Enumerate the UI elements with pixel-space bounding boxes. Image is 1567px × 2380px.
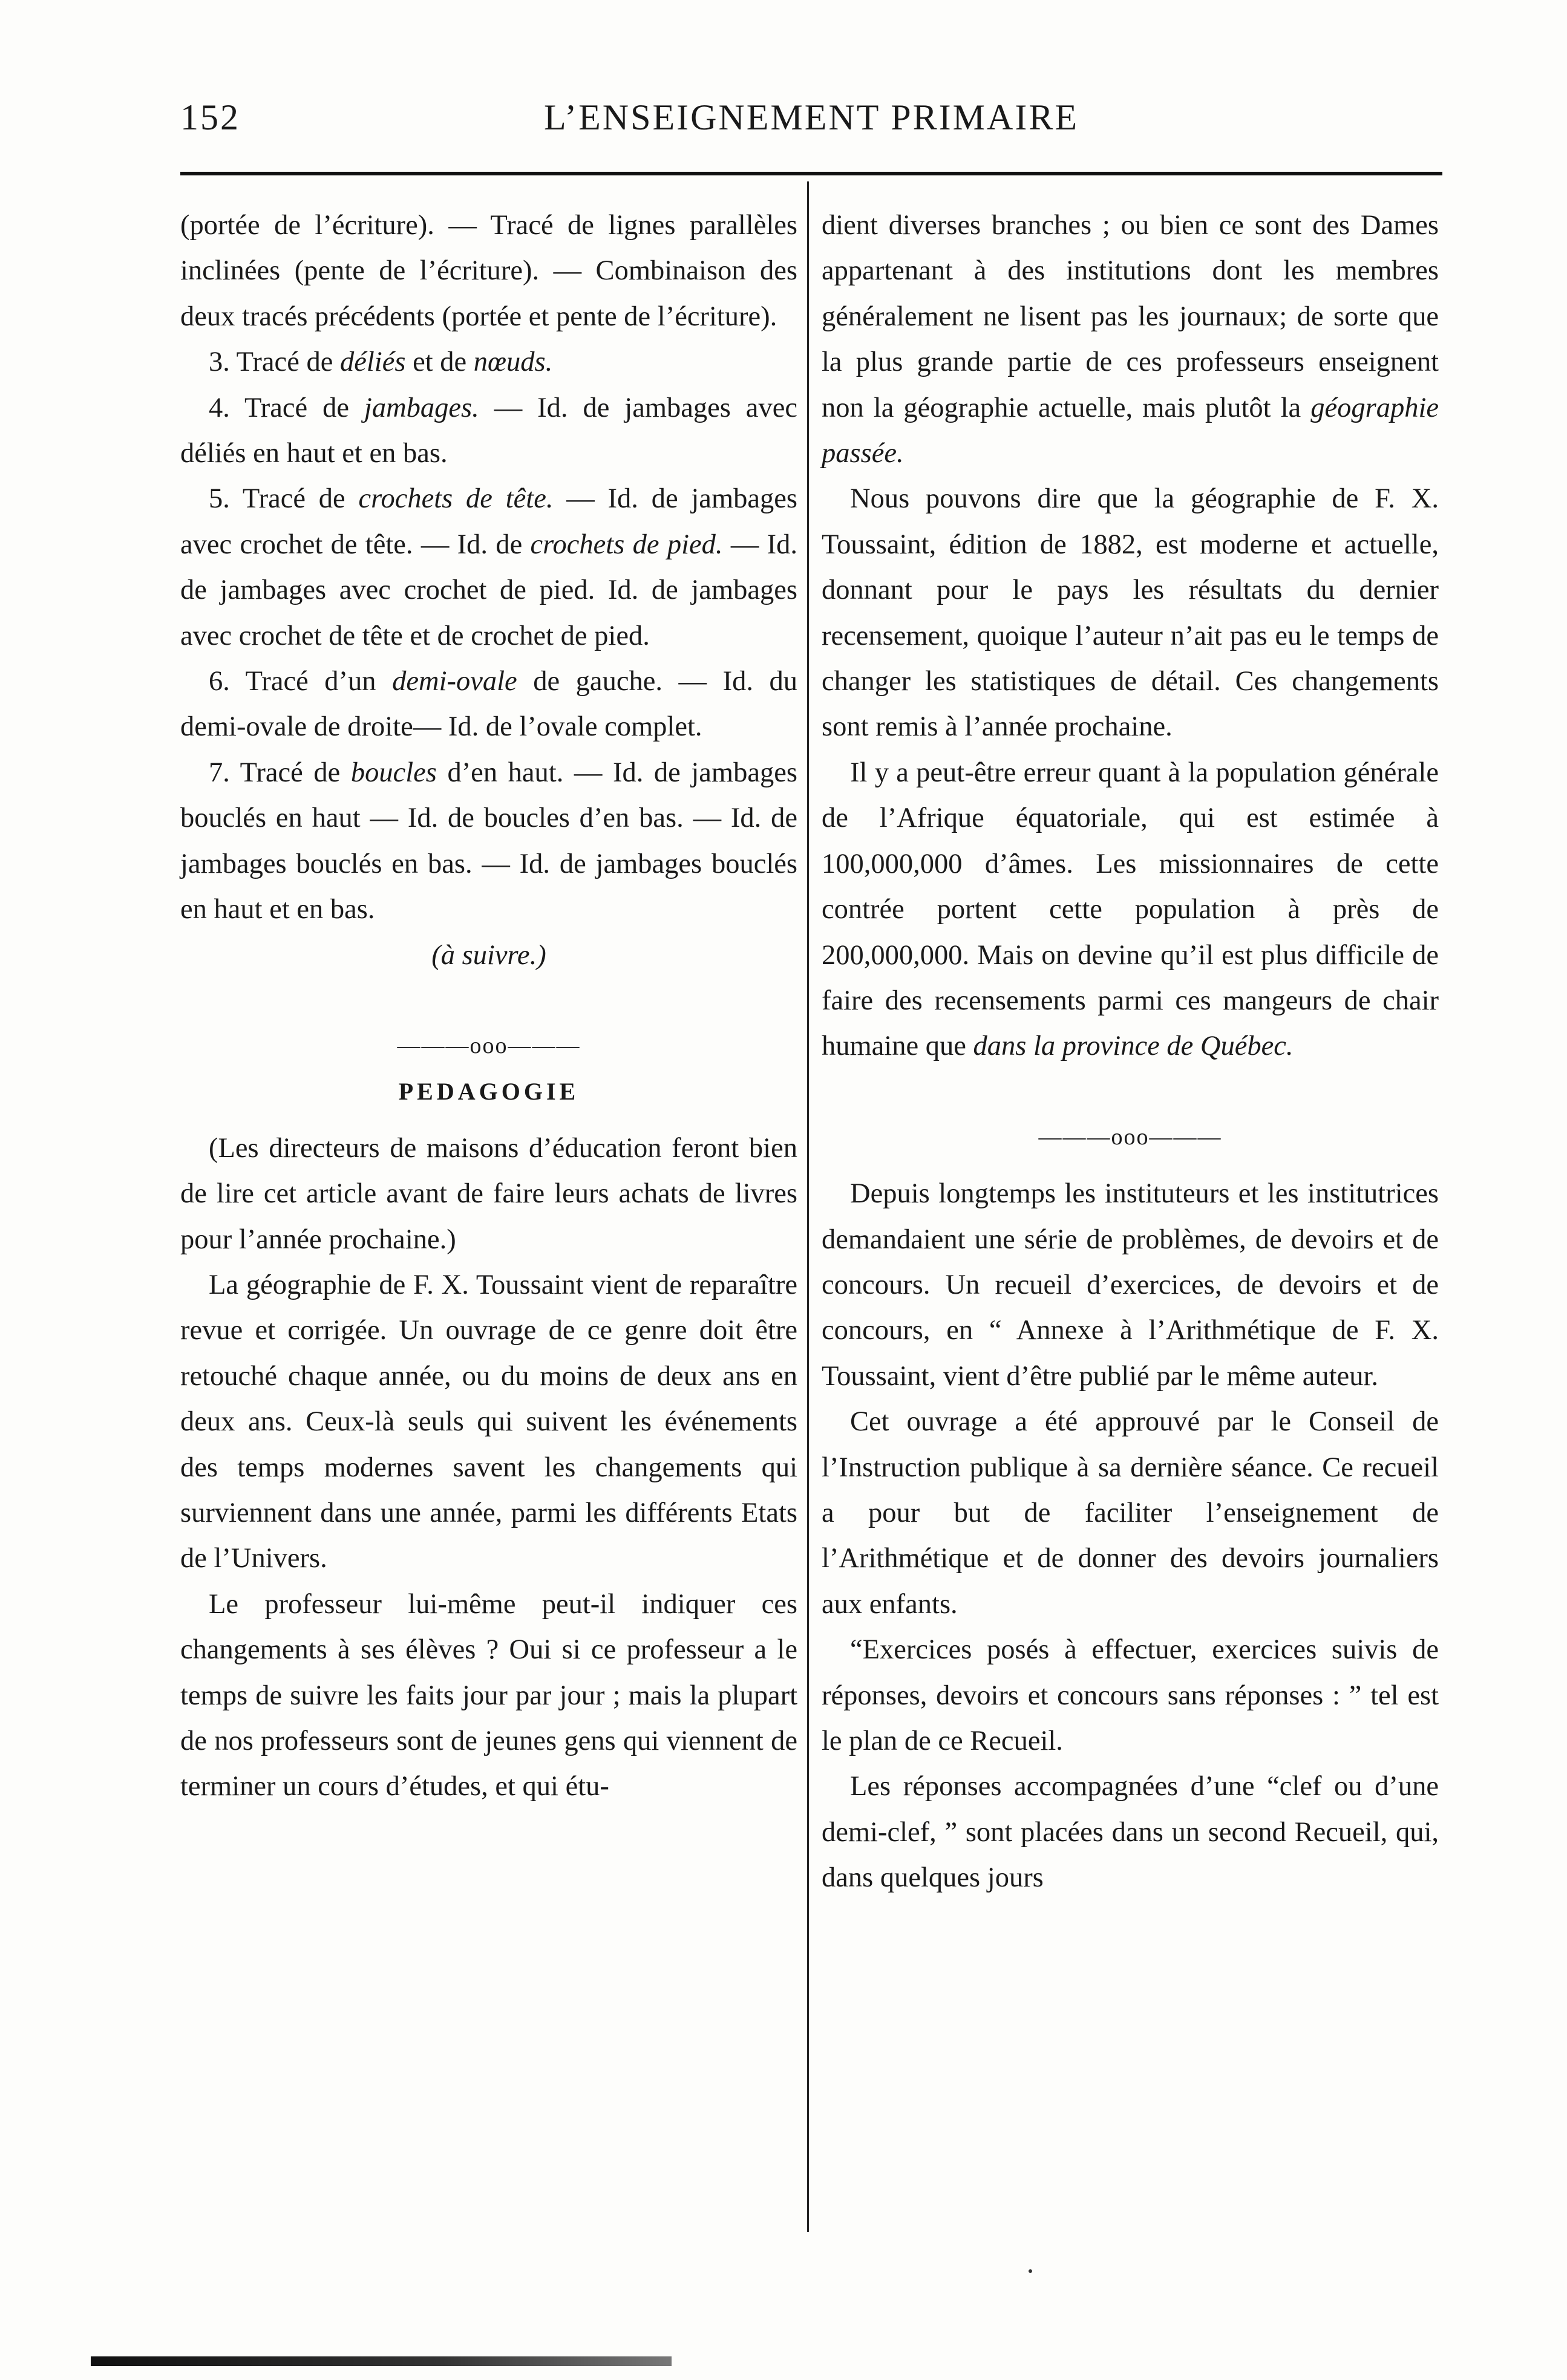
page-number: 152 [180, 97, 240, 137]
ink-speck [1029, 2269, 1032, 2273]
paragraph: Les réponses accompagnées d’une “clef ou d’une demi-clef, ” sont placées dans un second Recueil, qui, dans quelques jours [822, 1771, 1439, 1894]
paragraph: Le professeur lui-même peut-il indiquer ces changements à ses élèves ? Oui si ce professeur a le temps de suivre les faits jour par jour ; mais la plupart de nos professeurs sont de jeunes gens qui viennent de terminer un cours d’études, et qui étu- [180, 1588, 797, 1802]
paragraph: “Exercices posés à effectuer, exercices suivis de réponses, devoirs et concours sans réponses : ” tel est le plan de ce Recueil. [822, 1634, 1439, 1756]
column-divider [807, 181, 809, 2232]
scan-edge-mark [91, 2356, 672, 2366]
paragraph: 4. Tracé de jambages. — Id. de jambages avec déliés en haut et en bas. [180, 392, 797, 469]
paragraph: 6. Tracé d’un demi-ovale de gauche. — Id. du demi-ovale de droite— Id. de l’ovale complet. [180, 666, 797, 743]
paragraph: Cet ouvrage a été approuvé par le Conseil de l’Instruction publique à sa dernière séance. Ce recueil a pour but de faciliter l’enseignement de l’Arithmétique et de donner des devoirs journaliers aux enfants. [822, 1406, 1439, 1620]
page-header [180, 97, 1442, 151]
paragraph: (portée de l’écriture). — Tracé de lignes parallèles inclinées (pente de l’écriture). — Combinaison des deux tracés précédents (portée et pente de l’écriture). [180, 210, 797, 332]
paragraph: La géographie de F. X. Toussaint vient de reparaître revue et corrigée. Un ouvrage de ce genre doit être retouché chaque année, ou du moins de deux ans en deux ans. Ceux-là seuls qui suivent les événements des temps modernes savent les changements qui surviennent dans une année, parmi les différents Etats de l’Univers. [180, 1269, 797, 1574]
left-column [180, 203, 797, 1810]
section-title: PEDAGOGIE [398, 1078, 580, 1106]
paragraph: Nous pouvons dire que la géographie de F. X. Toussaint, édition de 1882, est moderne et actuelle, donnant pour le pays les résultats du dernier recensement, quoique l’auteur n’ait pas eu le temps de changer les statistiques de détail. Ces changements sont remis à l’année prochaine. [822, 483, 1439, 743]
paragraph: 3. Tracé de déliés et de nœuds. [209, 347, 553, 378]
paragraph: (Les directeurs de maisons d’éducation feront bien de lire cet article avant de faire leurs achats de livres pour l’année prochaine.) [180, 1132, 797, 1255]
paragraph: dient diverses branches ; ou bien ce sont des Dames appartenant à des institutions dont les membres généralement ne lisent pas les journaux; de sorte que la plus grande partie de ces professeurs enseignent non la géographie actuelle, mais plutôt la géographie passée. [822, 210, 1439, 469]
header-rule [180, 172, 1442, 175]
right-column [822, 203, 1439, 1901]
running-title: L’ENSEIGNEMENT PRIMAIRE [543, 97, 1079, 137]
paragraph: Il y a peut-être erreur quant à la population générale de l’Afrique équatoriale, qui est estimée à 100,000,000 d’âmes. Les missionnaires de cette contrée portent cette population à près de 200,000,000. Mais on devine qu’il est plus difficile de faire des recensements parmi ces mangeurs de chair humaine que dans la province de Québec. [822, 757, 1439, 1062]
paragraph: 5. Tracé de crochets de tête. — Id. de jambages avec crochet de tête. — Id. de crochets de pied. — Id. de jambages avec crochet de pied. Id. de jambages avec crochet de tête et de crochet de pied. [180, 483, 797, 651]
paragraph: 7. Tracé de boucles d’en haut. — Id. de jambages bouclés en haut — Id. de boucles d’en bas. — Id. de jambages bouclés en bas. — Id. de jambages bouclés en haut et en bas. [180, 757, 797, 925]
section-separator: ———ooo——— [1038, 1124, 1222, 1150]
section-separator: ———ooo——— [397, 1032, 581, 1058]
to-follow-note: (à suivre.) [431, 939, 546, 971]
paragraph: Depuis longtemps les instituteurs et les institutrices demandaient une série de problèmes, de devoirs et de concours. Un recueil d’exercices, de devoirs et de concours, en “ Annexe à l’Arithmétique de F. X. Toussaint, vient d’être publié par le même auteur. [822, 1178, 1439, 1392]
